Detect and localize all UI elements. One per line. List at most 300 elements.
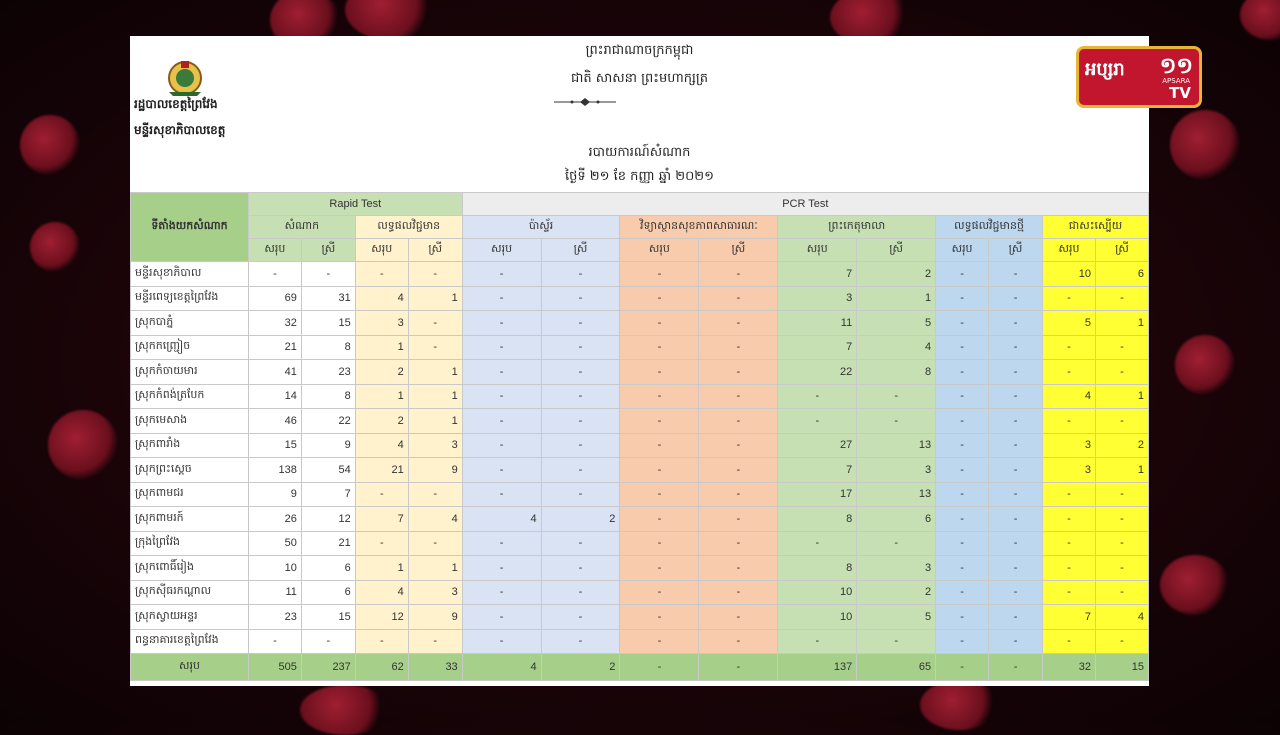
value-cell: 10 xyxy=(778,605,857,630)
value-cell: - xyxy=(1095,286,1148,311)
value-cell: - xyxy=(699,286,778,311)
value-cell: - xyxy=(462,360,541,385)
value-cell: 2 xyxy=(541,507,620,532)
value-cell: - xyxy=(699,360,778,385)
value-cell: - xyxy=(989,458,1043,483)
total-cell: 237 xyxy=(301,654,355,681)
report-document xyxy=(130,36,1149,686)
value-cell: - xyxy=(989,580,1043,605)
value-cell: - xyxy=(989,360,1043,385)
value-cell: 3 xyxy=(857,458,936,483)
location-cell: ក្រុងព្រៃវែង xyxy=(131,531,249,556)
value-cell: 1 xyxy=(408,556,462,581)
value-cell: 1 xyxy=(408,360,462,385)
value-cell: 9 xyxy=(408,458,462,483)
total-cell: 33 xyxy=(408,654,462,681)
value-cell: 10 xyxy=(778,580,857,605)
value-cell: - xyxy=(620,335,699,360)
value-cell: - xyxy=(857,384,936,409)
value-cell: - xyxy=(462,531,541,556)
sub-total-header: សរុប xyxy=(778,239,857,262)
value-cell: 21 xyxy=(355,458,408,483)
total-cell: 4 xyxy=(462,654,541,681)
value-cell: - xyxy=(301,262,355,287)
value-cell: 5 xyxy=(1043,311,1096,336)
value-cell: 23 xyxy=(301,360,355,385)
value-cell: - xyxy=(936,360,989,385)
location-cell: ស្រុកស៊ីធរកណ្ដាល xyxy=(131,580,249,605)
value-cell: - xyxy=(1043,360,1096,385)
value-cell: 2 xyxy=(857,580,936,605)
value-cell: - xyxy=(1095,482,1148,507)
value-cell: 46 xyxy=(248,409,301,434)
value-cell: 8 xyxy=(301,335,355,360)
table-row xyxy=(131,531,1149,556)
table-row xyxy=(131,286,1149,311)
value-cell: 13 xyxy=(857,482,936,507)
virus-decoration xyxy=(1175,335,1235,395)
table-row xyxy=(131,409,1149,434)
total-cell: 65 xyxy=(857,654,936,681)
value-cell: - xyxy=(620,262,699,287)
value-cell: 2 xyxy=(857,262,936,287)
value-cell: - xyxy=(1043,556,1096,581)
value-cell: 7 xyxy=(355,507,408,532)
value-cell: 8 xyxy=(778,556,857,581)
value-cell: - xyxy=(936,507,989,532)
table-row xyxy=(131,580,1149,605)
value-cell: - xyxy=(462,384,541,409)
value-cell: - xyxy=(989,384,1043,409)
logo-tv-text: TV xyxy=(1169,84,1191,102)
value-cell: - xyxy=(778,531,857,556)
value-cell: 32 xyxy=(248,311,301,336)
table-row xyxy=(131,335,1149,360)
value-cell: - xyxy=(989,286,1043,311)
value-cell: - xyxy=(541,605,620,630)
location-cell: ស្រុកកំចាយមារ xyxy=(131,360,249,385)
table-row xyxy=(131,556,1149,581)
sub-female-header: ស្រី xyxy=(408,239,462,262)
value-cell: 17 xyxy=(778,482,857,507)
value-cell: - xyxy=(1043,409,1096,434)
hospital-header: ព្រះកេតុមាលា xyxy=(778,216,936,239)
value-cell: 3 xyxy=(1043,458,1096,483)
value-cell: - xyxy=(248,629,301,654)
table-row xyxy=(131,311,1149,336)
value-cell: 9 xyxy=(301,433,355,458)
pasteur-header: ប៉ាស្ទ័រ xyxy=(462,216,620,239)
sub-total-header: សរុប xyxy=(936,239,989,262)
value-cell: - xyxy=(778,629,857,654)
value-cell: 2 xyxy=(355,360,408,385)
location-cell: មន្ទីរពេទ្យខេត្តព្រៃវែង xyxy=(131,286,249,311)
location-cell: ស្រុកកំពង់ត្របែក xyxy=(131,384,249,409)
value-cell: - xyxy=(620,458,699,483)
value-cell: - xyxy=(778,409,857,434)
value-cell: - xyxy=(620,629,699,654)
value-cell: 4 xyxy=(1095,605,1148,630)
virus-decoration xyxy=(345,0,435,40)
value-cell: - xyxy=(462,556,541,581)
table-row xyxy=(131,507,1149,532)
value-cell: 7 xyxy=(301,482,355,507)
value-cell: 54 xyxy=(301,458,355,483)
value-cell: - xyxy=(699,311,778,336)
value-cell: - xyxy=(541,458,620,483)
kingdom-text: ព្រះរាជាណាចក្រកម្ពុជា xyxy=(585,43,694,58)
report-title: របាយការណ៍សំណាក xyxy=(588,145,691,160)
value-cell: 11 xyxy=(778,311,857,336)
value-cell: - xyxy=(541,531,620,556)
value-cell: 31 xyxy=(301,286,355,311)
sub-total-header: សរុប xyxy=(248,239,301,262)
value-cell: - xyxy=(1043,482,1096,507)
total-cell: 62 xyxy=(355,654,408,681)
value-cell: 1 xyxy=(355,384,408,409)
sub-female-header: ស្រី xyxy=(699,239,778,262)
virus-decoration xyxy=(1160,555,1230,615)
ornament-divider-icon xyxy=(554,98,616,106)
value-cell: 23 xyxy=(248,605,301,630)
table-row xyxy=(131,458,1149,483)
value-cell: - xyxy=(620,531,699,556)
value-cell: - xyxy=(541,262,620,287)
value-cell: - xyxy=(408,531,462,556)
value-cell: - xyxy=(408,311,462,336)
value-cell: - xyxy=(248,262,301,287)
rapid-positive-header: លទ្ធផលវិជ្ជមាន xyxy=(355,216,462,239)
virus-decoration xyxy=(1170,110,1240,180)
value-cell: - xyxy=(462,605,541,630)
sub-total-header: សរុប xyxy=(355,239,408,262)
value-cell: 15 xyxy=(301,311,355,336)
value-cell: - xyxy=(936,605,989,630)
sub-total-header: សរុប xyxy=(620,239,699,262)
value-cell: - xyxy=(699,556,778,581)
location-cell: ពន្ធនាគារខេត្តព្រៃវែង xyxy=(131,629,249,654)
value-cell: 9 xyxy=(248,482,301,507)
value-cell: 5 xyxy=(857,605,936,630)
value-cell: 1 xyxy=(355,335,408,360)
value-cell: - xyxy=(699,262,778,287)
location-cell: ស្រុកពាមជរ xyxy=(131,482,249,507)
value-cell: 12 xyxy=(355,605,408,630)
value-cell: - xyxy=(989,605,1043,630)
report-date: ថ្ងៃទី ២១ ខែ កញ្ញា ឆ្នាំ ២០២១ xyxy=(565,169,714,184)
value-cell: 7 xyxy=(1043,605,1096,630)
value-cell: - xyxy=(857,409,936,434)
sub-female-header: ស្រី xyxy=(989,239,1043,262)
total-cell: - xyxy=(699,654,778,681)
value-cell: - xyxy=(936,286,989,311)
value-cell: 8 xyxy=(857,360,936,385)
value-cell: 13 xyxy=(857,433,936,458)
value-cell: 8 xyxy=(778,507,857,532)
value-cell: - xyxy=(699,335,778,360)
value-cell: - xyxy=(989,531,1043,556)
value-cell: - xyxy=(936,629,989,654)
value-cell: 3 xyxy=(355,311,408,336)
value-cell: - xyxy=(936,262,989,287)
value-cell: - xyxy=(699,531,778,556)
org-line-1: រដ្ឋបាលខេត្តព្រៃវែង xyxy=(134,97,218,111)
value-cell: 4 xyxy=(857,335,936,360)
recovered-header: ជាសះស្បើយ xyxy=(1043,216,1149,239)
value-cell: 4 xyxy=(462,507,541,532)
value-cell: - xyxy=(857,531,936,556)
table-body xyxy=(131,262,1149,654)
value-cell: 21 xyxy=(301,531,355,556)
value-cell: - xyxy=(462,433,541,458)
value-cell: 1 xyxy=(408,384,462,409)
value-cell: - xyxy=(541,286,620,311)
value-cell: 22 xyxy=(778,360,857,385)
value-cell: 3 xyxy=(857,556,936,581)
value-cell: 3 xyxy=(408,580,462,605)
report-header xyxy=(130,36,1149,192)
value-cell: - xyxy=(936,409,989,434)
table-row xyxy=(131,360,1149,385)
value-cell: - xyxy=(1043,580,1096,605)
value-cell: - xyxy=(541,482,620,507)
value-cell: - xyxy=(778,384,857,409)
value-cell: 4 xyxy=(1043,384,1096,409)
value-cell: 10 xyxy=(248,556,301,581)
total-cell: 32 xyxy=(1043,654,1096,681)
value-cell: - xyxy=(936,311,989,336)
value-cell: - xyxy=(541,384,620,409)
value-cell: - xyxy=(620,433,699,458)
table-row xyxy=(131,262,1149,287)
location-cell: មន្ទីរសុខាភិបាល xyxy=(131,262,249,287)
value-cell: - xyxy=(620,482,699,507)
value-cell: - xyxy=(989,262,1043,287)
total-row xyxy=(131,654,1149,681)
value-cell: - xyxy=(408,629,462,654)
pcr-test-header: PCR Test xyxy=(462,193,1148,216)
value-cell: - xyxy=(1043,531,1096,556)
value-cell: 1 xyxy=(408,409,462,434)
total-cell: - xyxy=(989,654,1043,681)
value-cell: 138 xyxy=(248,458,301,483)
value-cell: - xyxy=(989,335,1043,360)
value-cell: - xyxy=(541,311,620,336)
value-cell: 4 xyxy=(408,507,462,532)
value-cell: - xyxy=(1095,531,1148,556)
value-cell: - xyxy=(1095,507,1148,532)
value-cell: - xyxy=(936,433,989,458)
value-cell: - xyxy=(936,384,989,409)
value-cell: - xyxy=(541,409,620,434)
motto-text: ជាតិ សាសនា ព្រះមហាក្សត្រ xyxy=(571,71,708,86)
value-cell: - xyxy=(355,629,408,654)
value-cell: - xyxy=(936,335,989,360)
value-cell: 7 xyxy=(778,262,857,287)
value-cell: 2 xyxy=(355,409,408,434)
value-cell: - xyxy=(541,433,620,458)
value-cell: - xyxy=(620,605,699,630)
value-cell: - xyxy=(699,409,778,434)
rapid-test-header: Rapid Test xyxy=(248,193,462,216)
virus-decoration xyxy=(20,115,80,175)
table-row xyxy=(131,629,1149,654)
value-cell: - xyxy=(1095,580,1148,605)
org-line-2: មន្ទីរសុខាភិបាលខេត្ត xyxy=(134,123,226,137)
value-cell: - xyxy=(1095,556,1148,581)
total-cell: - xyxy=(620,654,699,681)
value-cell: - xyxy=(462,262,541,287)
value-cell: - xyxy=(620,311,699,336)
value-cell: 1 xyxy=(355,556,408,581)
rapid-sample-header: សំណាក xyxy=(248,216,355,239)
value-cell: 4 xyxy=(355,580,408,605)
value-cell: - xyxy=(1043,286,1096,311)
value-cell: 41 xyxy=(248,360,301,385)
value-cell: 69 xyxy=(248,286,301,311)
value-cell: 7 xyxy=(778,458,857,483)
value-cell: - xyxy=(408,482,462,507)
value-cell: 10 xyxy=(1043,262,1096,287)
total-cell: - xyxy=(936,654,989,681)
value-cell: - xyxy=(620,580,699,605)
value-cell: 1 xyxy=(408,286,462,311)
location-cell: ស្រុកពាមរក៍ xyxy=(131,507,249,532)
value-cell: 26 xyxy=(248,507,301,532)
value-cell: - xyxy=(620,286,699,311)
value-cell: - xyxy=(1043,507,1096,532)
location-cell: ស្រុកមេសាង xyxy=(131,409,249,434)
value-cell: 4 xyxy=(355,286,408,311)
value-cell: - xyxy=(462,335,541,360)
value-cell: - xyxy=(408,335,462,360)
sub-female-header: ស្រី xyxy=(1095,239,1148,262)
value-cell: 27 xyxy=(778,433,857,458)
value-cell: - xyxy=(541,556,620,581)
value-cell: 6 xyxy=(1095,262,1148,287)
value-cell: - xyxy=(620,384,699,409)
value-cell: - xyxy=(989,482,1043,507)
value-cell: 11 xyxy=(248,580,301,605)
location-header: ទីតាំងយកសំណាក xyxy=(131,193,249,262)
value-cell: - xyxy=(355,531,408,556)
table-row xyxy=(131,433,1149,458)
total-cell: 137 xyxy=(778,654,857,681)
value-cell: - xyxy=(989,507,1043,532)
value-cell: 2 xyxy=(1095,433,1148,458)
value-cell: - xyxy=(1095,629,1148,654)
total-label: សរុប xyxy=(131,654,249,681)
value-cell: 6 xyxy=(857,507,936,532)
value-cell: - xyxy=(936,580,989,605)
value-cell: 12 xyxy=(301,507,355,532)
value-cell: - xyxy=(857,629,936,654)
value-cell: - xyxy=(1043,629,1096,654)
value-cell: - xyxy=(699,605,778,630)
logo-number-text: ១១ xyxy=(1159,54,1193,79)
table-row xyxy=(131,605,1149,630)
value-cell: - xyxy=(620,507,699,532)
value-cell: 1 xyxy=(1095,458,1148,483)
location-cell: ស្រុកកញ្ជ្រៀច xyxy=(131,335,249,360)
sub-female-header: ស្រី xyxy=(301,239,355,262)
value-cell: 15 xyxy=(248,433,301,458)
value-cell: 7 xyxy=(778,335,857,360)
value-cell: 1 xyxy=(857,286,936,311)
value-cell: - xyxy=(936,556,989,581)
value-cell: 1 xyxy=(1095,311,1148,336)
table-row xyxy=(131,384,1149,409)
value-cell: - xyxy=(355,262,408,287)
value-cell: - xyxy=(699,482,778,507)
virus-decoration xyxy=(30,222,80,272)
value-cell: - xyxy=(1095,360,1148,385)
value-cell: 5 xyxy=(857,311,936,336)
value-cell: - xyxy=(462,311,541,336)
location-cell: ស្រុកបាភ្នំ xyxy=(131,311,249,336)
apsara-tv-logo xyxy=(1076,46,1202,108)
value-cell: - xyxy=(1095,335,1148,360)
new-positive-header: លទ្ធផលវិជ្ជមានថ្មី xyxy=(936,216,1043,239)
location-cell: ស្រុកពោធិ៍រៀង xyxy=(131,556,249,581)
value-cell: - xyxy=(699,458,778,483)
sub-total-header: សរុប xyxy=(1043,239,1096,262)
value-cell: - xyxy=(620,360,699,385)
value-cell: 22 xyxy=(301,409,355,434)
value-cell: - xyxy=(462,409,541,434)
value-cell: 1 xyxy=(1095,384,1148,409)
virus-decoration xyxy=(920,680,1000,730)
value-cell: - xyxy=(462,629,541,654)
logo-sub-text: APSARA xyxy=(1162,77,1190,85)
sub-female-header: ស្រី xyxy=(857,239,936,262)
location-cell: ស្រុកព្រះស្ដេច xyxy=(131,458,249,483)
value-cell: - xyxy=(541,335,620,360)
value-cell: 4 xyxy=(355,433,408,458)
value-cell: - xyxy=(989,409,1043,434)
value-cell: - xyxy=(989,629,1043,654)
value-cell: 9 xyxy=(408,605,462,630)
value-cell: - xyxy=(541,580,620,605)
value-cell: - xyxy=(699,384,778,409)
value-cell: - xyxy=(1043,335,1096,360)
value-cell: - xyxy=(541,629,620,654)
value-cell: - xyxy=(462,482,541,507)
value-cell: - xyxy=(936,531,989,556)
value-cell: - xyxy=(1095,409,1148,434)
sub-female-header: ស្រី xyxy=(541,239,620,262)
value-cell: - xyxy=(699,507,778,532)
public-health-header: វិទ្យាស្ថានសុខភាពសាធារណៈ xyxy=(620,216,778,239)
virus-decoration xyxy=(300,685,390,735)
sample-report-table xyxy=(130,192,1149,681)
value-cell: - xyxy=(301,629,355,654)
sub-total-header: សរុប xyxy=(462,239,541,262)
virus-decoration xyxy=(48,410,118,480)
value-cell: 3 xyxy=(778,286,857,311)
value-cell: 8 xyxy=(301,384,355,409)
total-cell: 505 xyxy=(248,654,301,681)
value-cell: - xyxy=(462,580,541,605)
value-cell: - xyxy=(989,556,1043,581)
value-cell: - xyxy=(620,556,699,581)
value-cell: - xyxy=(936,482,989,507)
value-cell: 21 xyxy=(248,335,301,360)
value-cell: 3 xyxy=(408,433,462,458)
value-cell: - xyxy=(462,458,541,483)
value-cell: - xyxy=(541,360,620,385)
location-cell: ស្រុកពារាំង xyxy=(131,433,249,458)
